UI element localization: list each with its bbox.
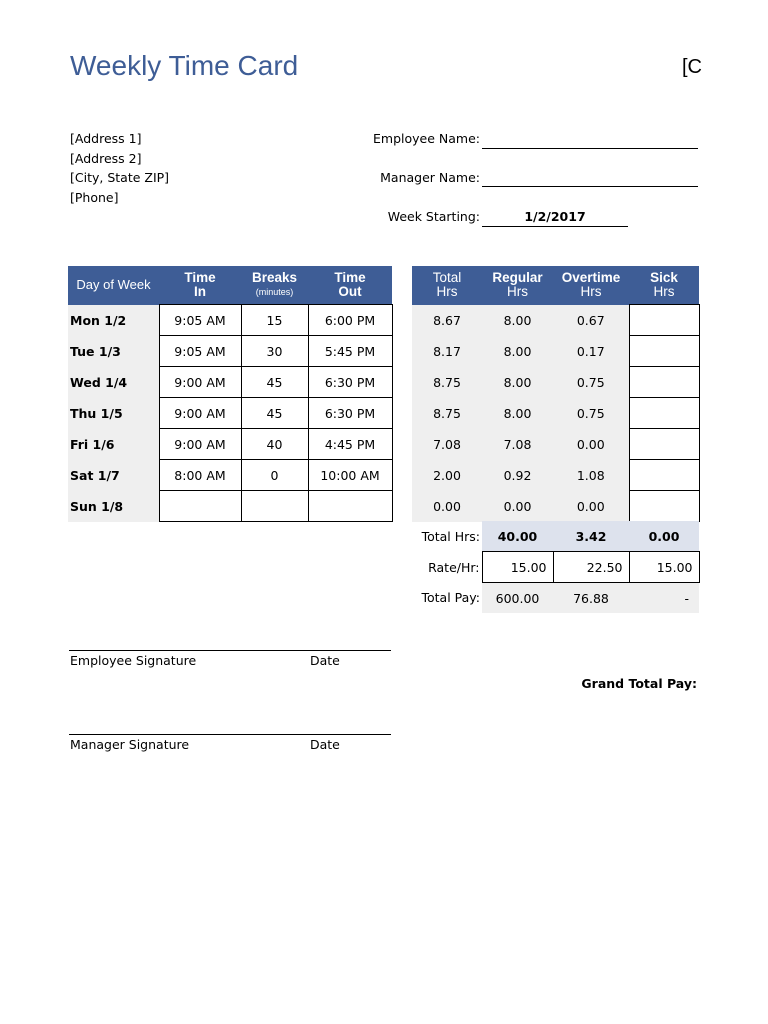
- table-row: [412, 336, 699, 367]
- total-overtime-hrs: 3.42: [553, 521, 629, 552]
- table-row: [68, 336, 392, 367]
- table-row: [412, 398, 699, 429]
- employee-name-field[interactable]: [482, 148, 698, 149]
- total-hrs-label: Total Hrs:: [421, 528, 480, 544]
- time-in-cell[interactable]: 9:00 AM: [159, 367, 241, 398]
- rate-overtime[interactable]: 22.50: [553, 552, 629, 583]
- header-total-hrs: Total Hrs: [412, 266, 482, 305]
- regular-hrs-cell: 0.00: [482, 491, 553, 522]
- regular-hrs-cell: 7.08: [482, 429, 553, 460]
- time-in-cell[interactable]: 9:05 AM: [159, 305, 241, 336]
- time-out-cell[interactable]: [308, 491, 392, 522]
- table-row: [68, 398, 392, 429]
- regular-hrs-cell: 8.00: [482, 398, 553, 429]
- breaks-cell[interactable]: 0: [241, 460, 308, 491]
- time-out-cell[interactable]: 4:45 PM: [308, 429, 392, 460]
- rate-sick[interactable]: 15.00: [629, 552, 699, 583]
- time-in-cell[interactable]: 9:05 AM: [159, 336, 241, 367]
- address-line-1: [Address 1]: [70, 131, 142, 146]
- sick-hrs-cell[interactable]: [629, 367, 699, 398]
- total-hrs-cell: 7.08: [412, 429, 482, 460]
- pay-sick: -: [629, 583, 699, 614]
- time-in-cell[interactable]: 8:00 AM: [159, 460, 241, 491]
- rate-regular[interactable]: 15.00: [482, 552, 553, 583]
- total-hrs-cell: 8.75: [412, 398, 482, 429]
- table-row: [68, 367, 392, 398]
- time-out-cell[interactable]: 5:45 PM: [308, 336, 392, 367]
- header-time-in: Time In: [159, 266, 241, 305]
- header-breaks: Breaks (minutes): [241, 266, 308, 305]
- table-row: [412, 491, 699, 522]
- header-time-out: Time Out: [308, 266, 392, 305]
- overtime-hrs-cell: 0.00: [553, 429, 629, 460]
- table-row: [68, 491, 392, 522]
- pay-regular: 600.00: [482, 583, 553, 614]
- address-city-state-zip: [City, State ZIP]: [70, 170, 170, 185]
- regular-hrs-cell: 8.00: [482, 305, 553, 336]
- breaks-cell[interactable]: 40: [241, 429, 308, 460]
- rate-label: Rate/Hr:: [428, 559, 480, 575]
- employee-name-label: Employee Name:: [373, 131, 480, 146]
- total-hours-row: [412, 521, 699, 552]
- time-entries-table: [68, 266, 393, 522]
- breaks-cell[interactable]: 45: [241, 398, 308, 429]
- grand-total-pay-label: Grand Total Pay:: [581, 676, 697, 691]
- manager-name-label: Manager Name:: [380, 170, 480, 185]
- totals-table: [412, 521, 700, 613]
- total-hrs-cell: 0.00: [412, 491, 482, 522]
- day-cell: Tue 1/3: [68, 336, 159, 367]
- header-overtime-hrs: Overtime Hrs: [553, 266, 629, 305]
- time-in-cell[interactable]: 9:00 AM: [159, 429, 241, 460]
- sick-hrs-cell[interactable]: [629, 460, 699, 491]
- week-starting-underline: [482, 226, 628, 227]
- breaks-cell[interactable]: 45: [241, 367, 308, 398]
- header-sick-hrs: Sick Hrs: [629, 266, 699, 305]
- regular-hrs-cell: 8.00: [482, 367, 553, 398]
- rate-row: [412, 552, 699, 583]
- sick-hrs-cell[interactable]: [629, 336, 699, 367]
- day-cell: Mon 1/2: [68, 305, 159, 336]
- address-phone: [Phone]: [70, 190, 119, 205]
- day-cell: Sat 1/7: [68, 460, 159, 491]
- pay-overtime: 76.88: [553, 583, 629, 614]
- total-hrs-cell: 8.67: [412, 305, 482, 336]
- overtime-hrs-cell: 0.67: [553, 305, 629, 336]
- day-cell: Sun 1/8: [68, 491, 159, 522]
- total-pay-label: Total Pay:: [421, 590, 480, 606]
- table-row: [412, 460, 699, 491]
- employee-signature-line[interactable]: [69, 650, 391, 651]
- breaks-cell[interactable]: [241, 491, 308, 522]
- employee-signature-label: Employee Signature: [70, 653, 197, 668]
- sick-hrs-cell[interactable]: [629, 398, 699, 429]
- day-cell: Fri 1/6: [68, 429, 159, 460]
- total-regular-hrs: 40.00: [482, 521, 553, 552]
- total-hrs-cell: 8.75: [412, 367, 482, 398]
- overtime-hrs-cell: 1.08: [553, 460, 629, 491]
- total-hrs-cell: 2.00: [412, 460, 482, 491]
- table-row: [68, 460, 392, 491]
- day-cell: Wed 1/4: [68, 367, 159, 398]
- regular-hrs-cell: 8.00: [482, 336, 553, 367]
- total-hrs-cell: 8.17: [412, 336, 482, 367]
- time-out-cell[interactable]: 10:00 AM: [308, 460, 392, 491]
- table-row: [412, 305, 699, 336]
- table-row: [68, 429, 392, 460]
- page-title: Weekly Time Card: [70, 50, 299, 81]
- time-in-cell[interactable]: 9:00 AM: [159, 398, 241, 429]
- manager-signature-line[interactable]: [69, 734, 391, 735]
- breaks-cell[interactable]: 30: [241, 336, 308, 367]
- time-out-cell[interactable]: 6:00 PM: [308, 305, 392, 336]
- overtime-hrs-cell: 0.00: [553, 491, 629, 522]
- total-sick-hrs: 0.00: [629, 521, 699, 552]
- week-starting-label: Week Starting:: [387, 209, 480, 224]
- overtime-hrs-cell: 0.17: [553, 336, 629, 367]
- table-row: [68, 305, 392, 336]
- regular-hrs-cell: 0.92: [482, 460, 553, 491]
- table-row: [412, 367, 699, 398]
- employee-signature-date-label: Date: [310, 653, 340, 668]
- time-out-cell[interactable]: 6:30 PM: [308, 398, 392, 429]
- address-line-2: [Address 2]: [70, 151, 142, 166]
- time-in-cell[interactable]: [159, 491, 241, 522]
- table-row: [412, 429, 699, 460]
- overtime-hrs-cell: 0.75: [553, 398, 629, 429]
- manager-signature-label: Manager Signature: [70, 737, 190, 752]
- hours-table: [412, 266, 700, 522]
- time-out-cell[interactable]: 6:30 PM: [308, 367, 392, 398]
- sick-hrs-cell[interactable]: [629, 305, 699, 336]
- day-cell: Thu 1/5: [68, 398, 159, 429]
- header-regular-hrs: Regular Hrs: [482, 266, 553, 305]
- manager-signature-date-label: Date: [310, 737, 340, 752]
- company-name: [C: [682, 56, 702, 78]
- breaks-cell[interactable]: 15: [241, 305, 308, 336]
- manager-name-field[interactable]: [482, 186, 698, 187]
- sick-hrs-cell[interactable]: [629, 429, 699, 460]
- total-pay-row: [412, 583, 699, 614]
- week-starting-value[interactable]: 1/2/2017: [524, 209, 586, 224]
- header-day-of-week: Day of Week: [68, 266, 159, 305]
- overtime-hrs-cell: 0.75: [553, 367, 629, 398]
- sick-hrs-cell[interactable]: [629, 491, 699, 522]
